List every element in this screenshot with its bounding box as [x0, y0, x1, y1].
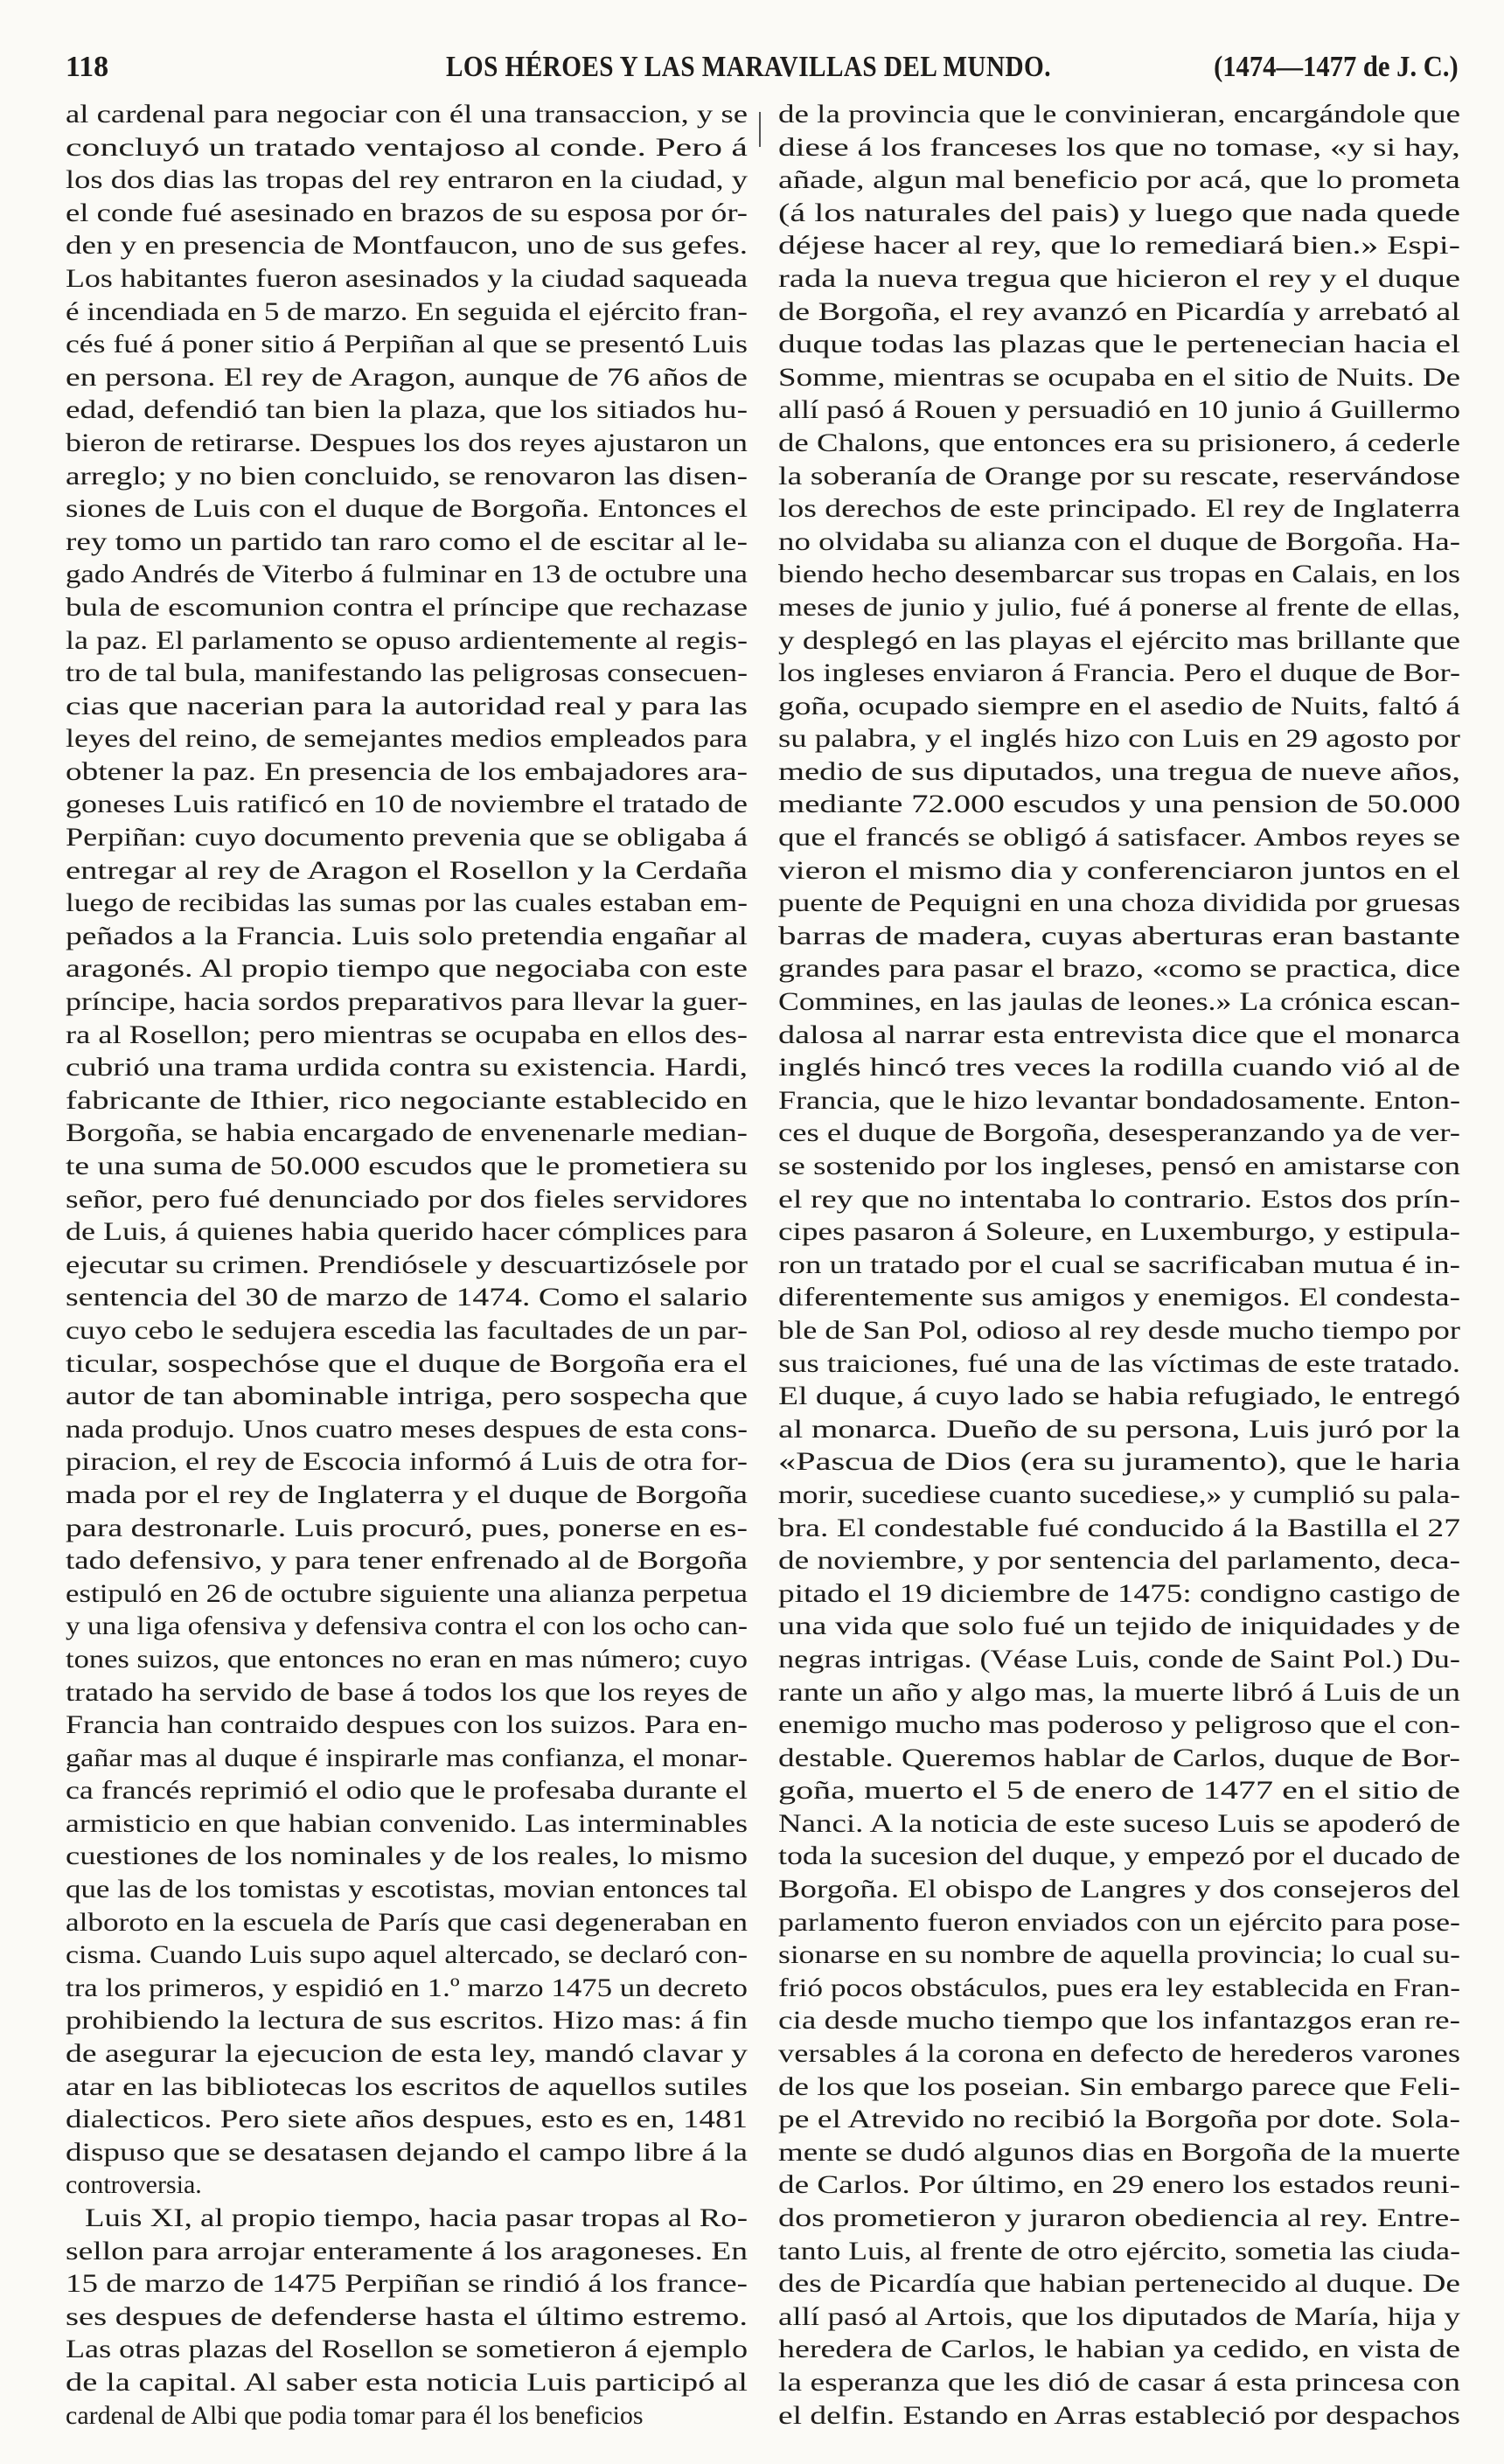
text-line-content: pe el Atrevido no recibió la Borgoña por dote. Sola-	[778, 2105, 1460, 2134]
text-line-content: peñados a la Francia. Luis solo pretendia engañar al	[66, 921, 748, 950]
text-line-content: negras intrigas. (Véase Luis, conde de Saint Pol.) Du-	[778, 1644, 1460, 1674]
text-line-content: sellon para arrojar enteramente á los aragoneses. En	[66, 2236, 748, 2266]
text-line-content: de los que los poseian. Sin embargo parece que Feli-	[778, 2071, 1460, 2101]
text-line-content: y una liga ofensiva y defensiva contra el con los ocho can-	[66, 1611, 748, 1641]
text-line-content: sionarse en su nombre de aquella provincia; lo cual su-	[778, 1940, 1460, 1970]
text-line-content: gado Andrés de Viterbo á fulminar en 13 de octubre una	[66, 560, 748, 589]
text-line	[66, 526, 748, 559]
text-line	[66, 1906, 748, 1939]
text-line-content: ticular, sospechóse que el duque de Borgoña era el	[66, 1348, 748, 1378]
text-line	[66, 1577, 748, 1611]
text-line-content: «Pascua de Dios (era su juramento), que le haria	[778, 1447, 1460, 1477]
text-line-content: inglés hincó tres veces la rodilla cuando vió al de	[778, 1053, 1460, 1082]
text-line-content: goña, ocupado siempre en el asedio de Nuits, faltó á	[778, 691, 1460, 720]
text-line-content: que el francés se obligó á satisfacer. Ambos reyes se	[778, 823, 1460, 853]
text-line	[66, 1807, 748, 1841]
text-line	[66, 1413, 748, 1446]
text-line-content: puente de Pequigni en una choza dividida por gruesas	[778, 888, 1460, 918]
text-line	[66, 427, 748, 460]
text-line-content: de Borgoña, el rey avanzó en Picardía y arrebató al	[778, 296, 1460, 326]
text-line	[778, 1150, 1460, 1183]
text-line	[66, 985, 748, 1019]
text-line-content: 15 de marzo de 1475 Perpiñan se rindió á los france-	[66, 2269, 749, 2299]
text-line-content: frió pocos obstáculos, pues era ley establecida en Fran-	[778, 1973, 1460, 2002]
text-line	[66, 1183, 748, 1216]
text-line	[778, 1840, 1460, 1873]
text-line-content: goña, muerto el 5 de enero de 1477 en el sitio de	[778, 1776, 1460, 1806]
text-line	[778, 1380, 1460, 1413]
text-line	[778, 2202, 1460, 2235]
text-line-content: é incendiada en 5 de marzo. En seguida el ejército fran-	[66, 296, 748, 326]
text-line	[778, 1347, 1460, 1381]
text-line-content: biendo hecho desembarcar sus tropas en Calais, en los	[778, 560, 1460, 589]
text-line	[66, 2267, 748, 2300]
text-line	[778, 1512, 1460, 1545]
text-line-content: estipuló en 26 de octubre siguiente una alianza perpetua	[66, 1578, 748, 1608]
text-line-content: dos prometieron y juraron obediencia al rey. Entre-	[778, 2203, 1460, 2232]
text-line	[66, 492, 748, 526]
text-line-content: ses despues de defenderse hasta el último estremo.	[66, 2301, 748, 2331]
text-line	[66, 98, 748, 131]
text-line	[778, 1742, 1460, 1775]
left-column	[66, 98, 748, 2432]
text-line-content: barras de madera, cuyas aberturas eran bastante	[778, 921, 1460, 950]
text-line	[778, 2004, 1460, 2037]
text-line	[66, 788, 748, 821]
text-line	[66, 1774, 748, 1807]
text-line-content: Perpiñan: cuyo documento prevenia que se obligaba á	[66, 823, 748, 853]
text-line-content: Francia han contraido despues con los suizos. Para en-	[66, 1710, 748, 1740]
text-line	[66, 887, 748, 920]
text-line	[66, 821, 748, 854]
text-line	[66, 624, 748, 658]
text-line	[778, 657, 1460, 690]
text-line-content: sus traiciones, fué una de las víctimas de este tratado.	[778, 1348, 1460, 1378]
text-line	[66, 952, 748, 985]
text-line-content: meses de junio y julio, fué á ponerse al frente de ellas,	[778, 592, 1460, 622]
text-line	[66, 1643, 748, 1676]
text-line	[778, 1807, 1460, 1841]
text-line	[778, 2300, 1460, 2334]
text-line-content: edad, defendió tan bien la plaza, que los sitiados hu-	[66, 395, 748, 425]
text-line-content: diferentemente sus amigos y enemigos. El condesta-	[778, 1283, 1460, 1312]
text-line	[778, 755, 1460, 789]
text-line-content: leyes del reino, de semejantes medios empleados para	[66, 724, 748, 754]
text-line	[778, 1019, 1460, 1052]
text-line-content: armisticio en que habian convenido. Las interminables	[66, 1808, 748, 1838]
text-line	[66, 2300, 748, 2334]
text-line	[778, 296, 1460, 329]
text-line	[66, 591, 748, 624]
text-line	[778, 492, 1460, 526]
text-line	[66, 1709, 748, 1742]
text-line-content: ron un tratado por el cual se sacrificaban mutua é in-	[778, 1249, 1460, 1279]
text-line-content: aragonés. Al propio tiempo que negociaba con este	[66, 954, 748, 984]
text-line	[66, 296, 748, 329]
text-line	[778, 1215, 1460, 1249]
text-line-content: cardenal de Albi que podia tomar para él los beneficios	[66, 2400, 644, 2430]
text-line	[66, 1873, 748, 1906]
text-line	[66, 460, 748, 493]
text-line	[778, 460, 1460, 493]
text-line	[778, 164, 1460, 197]
text-line-content: luego de recibidas las sumas por las cuales estaban em-	[66, 888, 748, 918]
text-line	[778, 1774, 1460, 1807]
text-line-content: grandes para pasar el brazo, «como se practica, dice	[778, 954, 1460, 984]
text-line	[66, 2037, 748, 2071]
text-line	[778, 1479, 1460, 1512]
text-line	[66, 1084, 748, 1117]
text-line-content: den y en presencia de Montfaucon, uno de sus gefes.	[66, 231, 748, 261]
column-divider	[759, 112, 761, 147]
text-line	[778, 2136, 1460, 2169]
text-line	[778, 131, 1460, 164]
text-line-content: al cardenal para negociar con él una transaccion, y se	[66, 100, 748, 129]
text-line	[778, 1249, 1460, 1282]
text-line	[778, 985, 1460, 1019]
text-line	[66, 1742, 748, 1775]
text-line-content: los ingleses enviaron á Francia. Pero el duque de Bor-	[778, 658, 1460, 688]
text-line	[66, 2333, 748, 2366]
text-line-content: que las de los tomistas y escotistas, movian entonces tal	[66, 1875, 748, 1904]
text-line-content: de noviembre, y por sentencia del parlamento, deca-	[778, 1546, 1460, 1576]
text-line-content: tanto Luis, al frente de otro ejército, sometia las ciuda-	[778, 2236, 1460, 2266]
text-line-content: mediante 72.000 escudos y una pension de 50.000	[778, 790, 1460, 819]
text-line	[778, 1281, 1460, 1314]
text-line-content: dialecticos. Pero siete años despues, esto es en, 1481	[66, 2105, 748, 2134]
text-line-content: Commines, en las jaulas de leones.» La crónica escan-	[778, 987, 1460, 1017]
right-column	[778, 98, 1460, 2432]
text-line-content: señor, pero fué denunciado por dos fieles servidores	[66, 1184, 748, 1214]
text-line-content: versables á la corona en defecto de herederos varones	[778, 2039, 1460, 2069]
text-line-content: rada la nueva tregua que hicieron el rey y el duque	[778, 263, 1460, 293]
text-line	[778, 2366, 1460, 2399]
text-line	[66, 2399, 748, 2433]
text-line-content: la esperanza que les dió de casar á esta princesa con	[778, 2367, 1460, 2397]
text-line	[778, 1117, 1460, 1150]
page-number: 118	[66, 51, 109, 83]
text-line-content: dalosa al narrar esta entrevista dice que el monarca	[778, 1020, 1460, 1049]
text-line-content: piracion, el rey de Escocia informó á Luis de otra for-	[66, 1447, 748, 1477]
text-line-content: diese á los franceses los que no tomase, «y si hay,	[778, 132, 1460, 162]
text-line	[66, 2103, 748, 2136]
text-line	[66, 1479, 748, 1512]
text-line	[66, 229, 748, 262]
text-line-content: tra los primeros, y espidió en 1.º marzo 1475 un decreto	[66, 1973, 748, 2002]
text-line-content: morir, sucediese cuanto sucediese,» y cumplió su pala-	[778, 1479, 1460, 1509]
text-line	[66, 1512, 748, 1545]
text-line	[778, 526, 1460, 559]
text-line	[778, 821, 1460, 854]
text-line-content: cuyo cebo le sedujera escedia las facultades de un par-	[66, 1315, 748, 1345]
text-line-content: pitado el 19 diciembre de 1475: condigno castigo de	[778, 1578, 1460, 1608]
text-line-content: cés fué á poner sitio á Perpiñan al que se presentó Luis	[66, 330, 748, 359]
text-line	[66, 1150, 748, 1183]
text-line-content: entregar al rey de Aragon el Rosellon y la Cerdaña	[66, 855, 748, 885]
text-line	[778, 361, 1460, 394]
text-line	[66, 1117, 748, 1150]
text-line	[778, 1413, 1460, 1446]
text-line-content: Luis XI, al propio tiempo, hacia pasar tropas al Ro-	[85, 2203, 748, 2232]
text-line	[66, 558, 748, 591]
text-line-content: el rey que no intentaba lo contrario. Estos dos prín-	[778, 1184, 1460, 1214]
text-line	[66, 1972, 748, 2005]
text-line-content: su palabra, y el inglés hizo con Luis en 29 agosto por	[778, 724, 1460, 754]
text-line-content: controversia.	[66, 2170, 202, 2200]
text-line	[778, 1183, 1460, 1216]
text-line-content: ca francés reprimió el odio que le profesaba durante el	[66, 1776, 748, 1806]
text-line-content: arreglo; y no bien concluido, se renovaron las disen-	[66, 461, 748, 491]
text-line-content: cias que nacerian para la autoridad real y para las	[66, 691, 748, 720]
text-line	[66, 1215, 748, 1249]
text-line	[778, 591, 1460, 624]
text-line	[778, 427, 1460, 460]
text-line-content: (á los naturales del pais) y luego que nada quede	[778, 198, 1460, 227]
text-line-content: El duque, á cuyo lado se habia refugiado, le entregó	[778, 1382, 1460, 1411]
text-line	[66, 1380, 748, 1413]
book-title: LOS HÉROES Y LAS MARAVILLAS DEL MUNDO.	[446, 51, 1051, 83]
text-line-content: tado defensivo, y para tener enfrenado al de Borgoña	[66, 1546, 748, 1576]
text-line-content: mente se dudó algunos dias en Borgoña de la muerte	[778, 2137, 1460, 2167]
text-line	[778, 262, 1460, 296]
text-line-content: ejecutar su crimen. Prendiósele y descuartizósele por	[66, 1249, 748, 1279]
text-line-content: heredera de Carlos, le habian ya cedido, en vista de	[778, 2335, 1460, 2364]
text-line	[778, 2399, 1460, 2433]
text-line-content: tratado ha servido de base á todos los que los reyes de	[66, 1677, 748, 1707]
text-line	[66, 262, 748, 296]
text-line	[778, 558, 1460, 591]
text-line	[778, 229, 1460, 262]
text-line	[778, 1676, 1460, 1709]
text-line-content: siones de Luis con el duque de Borgoña. Entonces el	[66, 494, 748, 524]
text-line	[66, 657, 748, 690]
text-line	[66, 1051, 748, 1084]
text-line-content: te una suma de 50.000 escudos que le prometiera su	[66, 1152, 748, 1180]
text-line-content: concluyó un tratado ventajoso al conde. Pero á	[66, 132, 748, 162]
text-line-content: de asegurar la ejecucion de esta ley, mandó clavar y	[66, 2039, 748, 2069]
text-line-content: Somme, mientras se ocupaba en el sitio de Nuits. De	[778, 362, 1460, 392]
text-line	[66, 854, 748, 887]
text-line-content: tones suizos, que entonces no eran en mas número; cuyo	[66, 1644, 748, 1674]
text-line-content: príncipe, hacia sordos preparativos para llevar la guer-	[66, 987, 748, 1017]
text-line	[778, 2103, 1460, 2136]
text-line	[66, 1676, 748, 1709]
text-line-content: obtener la paz. En presencia de los embajadores ara-	[66, 756, 749, 786]
text-line-content: cisma. Cuando Luis supo aquel altercado, se declaró con-	[66, 1940, 748, 1970]
text-line-content: atar en las bibliotecas los escritos de aquellos sutiles	[66, 2071, 748, 2101]
text-line	[778, 1938, 1460, 1972]
text-line-content: al monarca. Dueño de su persona, Luis juró por la	[778, 1414, 1460, 1444]
text-line	[778, 690, 1460, 723]
text-line-content: sentencia del 30 de marzo de 1474. Como el salario	[66, 1283, 749, 1312]
date-range: (1474—1477 de J. C.)	[1214, 51, 1459, 83]
text-line-content: no olvidaba su alianza con el duque de Borgoña. Ha-	[778, 526, 1460, 556]
text-line-content: una vida que solo fué un tejido de iniquidades y de	[778, 1611, 1460, 1641]
text-line-content: destable. Queremos hablar de Carlos, duque de Bor-	[778, 1743, 1460, 1772]
text-line	[778, 1544, 1460, 1577]
text-line	[778, 1051, 1460, 1084]
text-line-content: ble de San Pol, odioso al rey desde mucho tiempo por	[778, 1315, 1460, 1345]
text-line-content: cia desde mucho tiempo que los infantazgos eran re-	[778, 2006, 1460, 2036]
text-line	[778, 887, 1460, 920]
text-line-content: ra al Rosellon; pero mientras se ocupaba en ellos des-	[66, 1020, 748, 1049]
text-line	[778, 1314, 1460, 1347]
text-line-content: allí pasó al Artois, que los diputados de María, hija y	[778, 2301, 1460, 2331]
running-header	[66, 51, 1459, 89]
text-line	[66, 1314, 748, 1347]
text-line-content: los dos dias las tropas del rey entraron en la ciudad, y	[66, 165, 748, 195]
text-line-content: duque todas las plazas que le pertenecian hacia el	[778, 330, 1460, 359]
text-line	[66, 2366, 748, 2399]
text-line	[66, 2202, 748, 2235]
text-line	[66, 2168, 748, 2202]
text-line-content: bra. El condestable fué conducido á la Bastilla el 27	[778, 1513, 1460, 1542]
text-line-content: nada produjo. Unos cuatro meses despues de esta cons-	[66, 1414, 749, 1444]
text-line	[66, 361, 748, 394]
text-line-content: gañar mas al duque é inspirarle mas confianza, el monar-	[66, 1743, 748, 1772]
text-line-content: Borgoña, se habia encargado de envenenarle median-	[66, 1118, 748, 1148]
text-line-content: tro de tal bula, manifestando las peligrosas consecuen-	[66, 658, 748, 688]
text-line-content: de Carlos. Por último, en 29 enero los estados reuni-	[778, 2170, 1460, 2200]
text-line-content: Los habitantes fueron asesinados y la ciudad saqueada	[66, 263, 748, 293]
text-line-content: la paz. El parlamento se opuso ardientemente al regis-	[66, 625, 748, 655]
text-line-content: déjese hacer al rey, que lo remediará bien.» Espi-	[778, 231, 1460, 261]
text-line-content: cubrió una trama urdida contra su existencia. Hardi,	[66, 1053, 748, 1082]
text-line	[778, 722, 1460, 755]
text-line	[66, 755, 748, 789]
text-line	[66, 920, 748, 953]
text-line	[66, 2004, 748, 2037]
text-line	[66, 1281, 748, 1314]
text-line	[778, 2333, 1460, 2366]
text-line-content: vieron el mismo dia y conferenciaron juntos en el	[778, 855, 1460, 885]
text-line	[66, 722, 748, 755]
text-line	[66, 1019, 748, 1052]
text-line	[778, 1577, 1460, 1611]
text-line	[778, 2168, 1460, 2202]
text-line	[778, 1643, 1460, 1676]
text-line-content: Nanci. A la noticia de este suceso Luis se apoderó de	[778, 1808, 1460, 1838]
text-line	[66, 164, 748, 197]
text-line	[66, 393, 748, 427]
text-line	[778, 1445, 1460, 1479]
text-line	[778, 197, 1460, 230]
text-line-content: dispuso que se desatasen dejando el campo libre á la	[66, 2137, 748, 2167]
text-line-content: alboroto en la escuela de París que casi degeneraban en	[66, 1907, 748, 1937]
text-line-content: en persona. El rey de Aragon, aunque de 76 años de	[66, 362, 748, 392]
text-line-content: parlamento fueron enviados con un ejército para pose-	[778, 1907, 1460, 1937]
text-line-content: goneses Luis ratificó en 10 de noviembre el tratado de	[66, 790, 748, 819]
text-line-content: autor de tan abominable intriga, pero sospecha que	[66, 1382, 748, 1411]
text-line-content: cuestiones de los nominales y de los reales, lo mismo	[66, 1841, 748, 1871]
text-line	[778, 952, 1460, 985]
text-line-content: el conde fué asesinado en brazos de su esposa por ór-	[66, 198, 748, 227]
text-line	[778, 393, 1460, 427]
text-line-content: se sostenido por los ingleses, pensó en amistarse con	[778, 1152, 1460, 1180]
text-line	[778, 2037, 1460, 2071]
text-line-content: toda la sucesion del duque, y empezó por el ducado de	[778, 1841, 1460, 1871]
text-line	[778, 624, 1460, 658]
text-line	[66, 1544, 748, 1577]
text-line-content: fabricante de Ithier, rico negociante establecido en	[66, 1085, 748, 1115]
text-line-content: allí pasó á Rouen y persuadió en 10 junio á Guillermo	[778, 395, 1460, 425]
text-line-content: rante un año y algo mas, la muerte libró á Luis de un	[778, 1677, 1460, 1707]
text-line	[778, 2235, 1460, 2268]
text-line	[66, 131, 748, 164]
text-line-content: ces el duque de Borgoña, desesperanzando ya de ver-	[778, 1118, 1460, 1148]
text-line-content: de Luis, á quienes habia querido hacer cómplices para	[66, 1217, 748, 1247]
text-line	[66, 328, 748, 361]
text-line	[778, 328, 1460, 361]
text-line-content: Borgoña. El obispo de Langres y dos consejeros del	[778, 1875, 1460, 1904]
text-line-content: enemigo mucho mas poderoso y peligroso que el con-	[778, 1710, 1460, 1740]
text-line	[778, 1610, 1460, 1643]
text-line	[66, 2071, 748, 2104]
text-line	[778, 788, 1460, 821]
text-line-content: añade, algun mal beneficio por acá, que lo prometa	[778, 165, 1460, 195]
text-line	[778, 920, 1460, 953]
text-line	[778, 2071, 1460, 2104]
text-line-content: Francia, que le hizo levantar bondadosamente. Enton-	[778, 1085, 1460, 1115]
text-line	[66, 1347, 748, 1381]
text-line	[778, 1709, 1460, 1742]
text-line	[66, 2235, 748, 2268]
text-line-content: de la capital. Al saber esta noticia Luis participó al	[66, 2367, 748, 2397]
text-line-content: bieron de retirarse. Despues los dos reyes ajustaron un	[66, 428, 748, 457]
text-line	[778, 854, 1460, 887]
text-line-content: des de Picardía que habian pertenecido al duque. De	[778, 2269, 1460, 2299]
text-line-content: bula de escomunion contra el príncipe que rechazase	[66, 592, 748, 622]
text-line	[778, 2267, 1460, 2300]
text-line-content: para destronarle. Luis procuró, pues, ponerse en es-	[66, 1513, 748, 1542]
text-line-content: rey tomo un partido tan raro como el de escitar al le-	[66, 526, 749, 556]
text-line	[66, 1610, 748, 1643]
text-line	[778, 1906, 1460, 1939]
text-line-content: de la provincia que le convinieran, encargándole que	[778, 100, 1460, 129]
text-line-content: de Chalons, que entonces era su prisionero, á cederle	[778, 428, 1460, 457]
text-line	[66, 1840, 748, 1873]
text-line	[778, 1873, 1460, 1906]
text-line-content: la soberanía de Orange por su rescate, reservándose	[778, 461, 1460, 491]
text-line	[66, 1249, 748, 1282]
text-line	[66, 197, 748, 230]
text-line	[66, 1445, 748, 1479]
text-line-content: los derechos de este principado. El rey de Inglaterra	[778, 494, 1460, 524]
text-line-content: prohibiendo la lectura de sus escritos. Hizo mas: á fin	[66, 2006, 748, 2036]
text-line	[778, 1084, 1460, 1117]
text-line	[66, 690, 748, 723]
text-line	[778, 1972, 1460, 2005]
text-line-content: cipes pasaron á Soleure, en Luxemburgo, y estipula-	[778, 1217, 1460, 1247]
text-line-content: medio de sus diputados, una tregua de nueve años,	[778, 756, 1460, 786]
text-line	[66, 1938, 748, 1972]
text-line-content: mada por el rey de Inglaterra y el duque de Borgoña	[66, 1479, 748, 1509]
text-line	[778, 98, 1460, 131]
text-line-content: el delfin. Estando en Arras estableció por despachos	[778, 2400, 1460, 2430]
text-line-content: Las otras plazas del Rosellon se sometieron á ejemplo	[66, 2335, 748, 2364]
text-line	[66, 2136, 748, 2169]
text-line-content: y desplegó en las playas el ejército mas brillante que	[778, 625, 1460, 655]
